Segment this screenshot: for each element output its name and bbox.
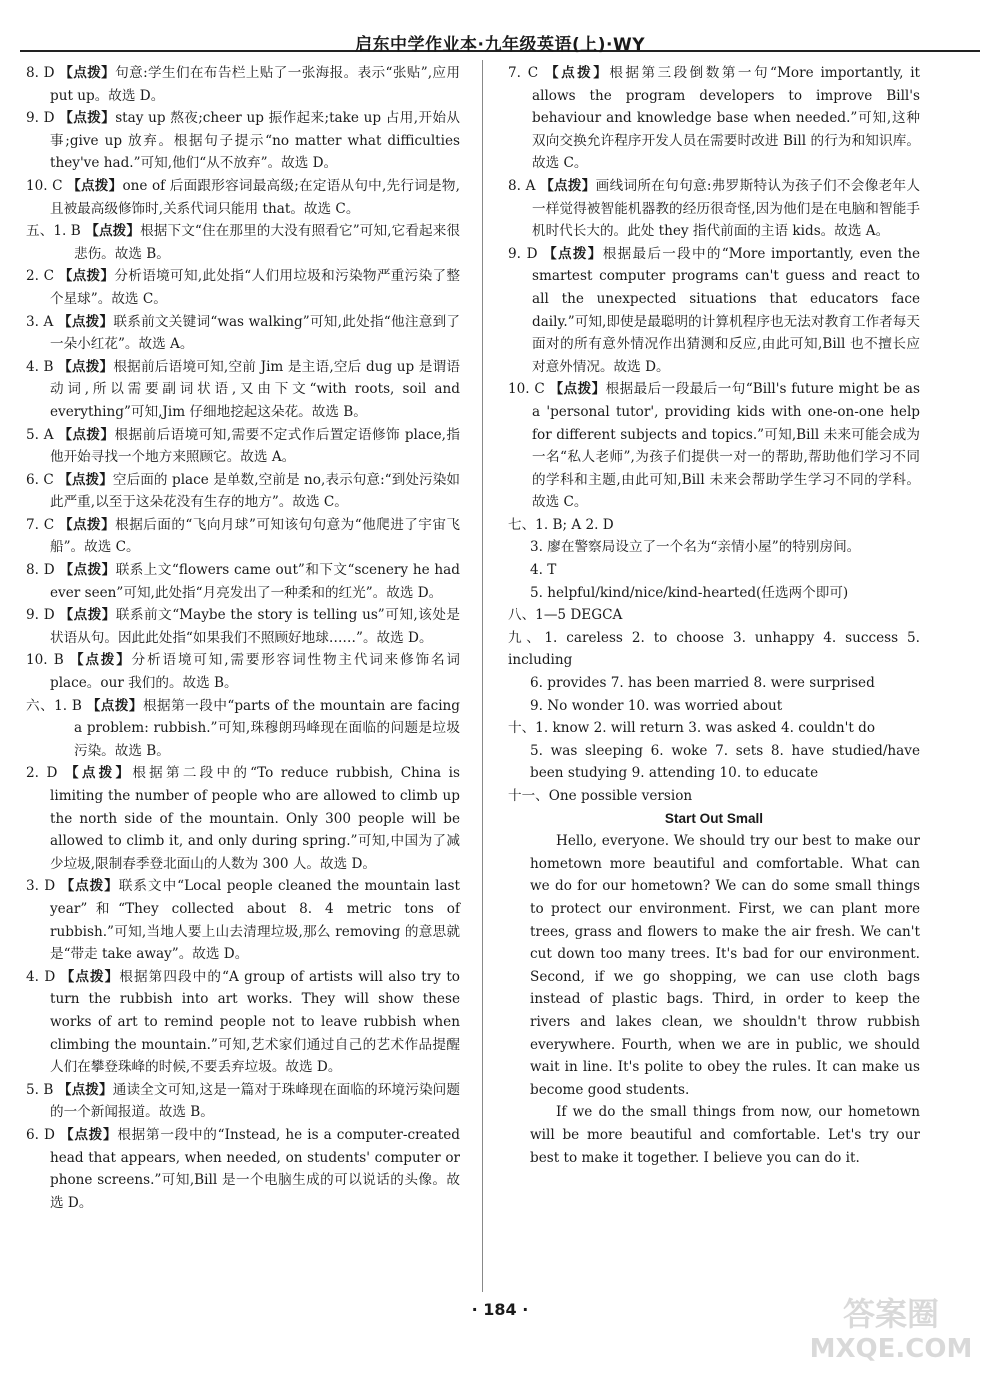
answer-number: 5. A [26, 426, 54, 443]
short-answer-line: 十一、One possible version [508, 788, 693, 804]
short-answer-line: 九、1. careless 2. to choose 3. unhappy 4. success 5. including [508, 629, 920, 669]
answer-explanation: 通读全文可知,这是一篇对于珠峰现在面临的环境污染问题的一个新闻报道。故选 B。 [50, 1081, 460, 1121]
answer-explanation: 根据下文“住在那里的大没有照看它”可知,它看起来很悲伤。故选 B。 [74, 223, 461, 262]
hint-tag: 【点拨】 [57, 313, 114, 330]
hint-tag: 【点拨】 [59, 562, 116, 579]
hint-tag: 【点拨】 [85, 223, 141, 240]
short-answer-line: 八、1—5 DEGCA [508, 607, 623, 624]
answer-number: 6. D [26, 1126, 55, 1143]
answer-number: 9. D [26, 607, 55, 624]
answer-item [26, 175, 460, 220]
hint-tag: 【点拨】 [86, 697, 143, 714]
answer-number: 10. B [26, 652, 64, 669]
answer-item [26, 265, 460, 310]
answer-item [26, 356, 460, 424]
answer-explanation: 分析语境可知,需要形容词性物主代词来修饰名词 place。our 我们的。故选 B。 [50, 652, 460, 692]
hint-tag: 【点拨】 [69, 652, 132, 669]
answer-item [26, 424, 460, 469]
short-answer-line: 七、1. B; A 2. D [508, 516, 614, 533]
hint-tag: 【点拨】 [58, 426, 115, 443]
essay-body [508, 830, 920, 1169]
hint-tag: 【点拨】 [60, 1126, 118, 1143]
answer-explanation: 根据第一段中的“Instead, he is a computer-created head that appears, when needed, on students' computer or phone screens.”可知,Bill 是一个电脑生成的可以说话的头像。故选 D。 [50, 1126, 460, 1211]
right-column [508, 62, 920, 1169]
answer-number: 4. D [26, 968, 56, 985]
right-answer-list [508, 62, 920, 514]
book-title: 启东中学作业本·九年级英语(上)·WY [354, 35, 646, 55]
answer-number: 5. B [26, 1081, 54, 1098]
answer-explanation: 根据最后一段中的“More importantly, even the smartest computer programs can't guess and react to all the unexpected situations that educators face daily.”可知,即使是最聪明的计算机程序也无法对教育工作者每天面对的所有意外情况作出猜测和反应,由此可知,Bill 也不擅长应对意外情况。故选 D。 [532, 245, 920, 375]
essay-paragraph: Hello, everyone. We should try our best to make our hometown more beautiful and comfortable. What can we do for our hometown? We can do some small things to protect our environment. First, we can plant more trees, grass and flowers to make the air fresh. We can't cut down too many trees. It's bad for our environment. Second, if we go shopping, we can use cloth bags instead of plastic bags. Third, in order to keep the rivers and lakes clean, we shouldn't throw rubbish everywhere. Fourth, when we are in public, we should wait in line. It's polite to obey the rules. It can make us become good students. [530, 833, 920, 1098]
short-answer-line: 十、1. know 2. will return 3. was asked 4. couldn't do [508, 720, 876, 737]
hint-tag: 【点拨】 [60, 968, 120, 985]
answer-item [26, 62, 460, 107]
answer-number: 2. C [26, 268, 55, 285]
answer-item [26, 559, 460, 604]
answer-item [508, 378, 920, 514]
short-answer-line: 4. T [530, 562, 557, 579]
answer-number: 6. C [26, 471, 54, 488]
short-answer-line: 5. was sleeping 6. woke 7. sets 8. have studied/have been studying 9. attending 10. to educate [530, 742, 920, 782]
answer-explanation: 画线词所在句句意:弗罗斯特认为孩子们不会像老年人一样觉得被智能机器教的经历很奇怪,因为他们是在电脑和智能手机时代长大的。此处 they 指代前面的主语 kids。故选 A。 [532, 177, 920, 240]
answer-explanation: 根据第二段中的“To reduce rubbish, China is limiting the number of people who are allowed to climb up the north side of the mountain. Only 300 people will be allowed to climb it, and only during spring.”可知,中国为了减少垃圾,限制春季登北面山的人数为 300 人。故选 D。 [50, 765, 460, 872]
answer-explanation: 联系前文关键词“was walking”可知,此处指“他注意到了一朵小红花”。故选 A。 [50, 313, 461, 353]
hint-tag: 【点拨】 [549, 381, 606, 398]
answer-number: 10. C [26, 177, 63, 194]
answer-number: 10. C [508, 381, 545, 398]
answer-item [508, 243, 920, 379]
answer-item [26, 604, 460, 649]
hint-tag: 【点拨】 [540, 177, 596, 194]
answer-item [26, 469, 460, 514]
answer-explanation: stay up 熬夜;cheer up 振作起来;take up 占用,开始从事;give up 放弃。根据句子提示“no matter what difficulties they've had.”可知,他们“从不放弃”。故选 D。 [50, 110, 460, 172]
answer-explanation: 分析语境可知,此处指“人们用垃圾和污染物严重污染了整个星球”。故选 C。 [50, 268, 461, 307]
hint-tag: 【点拨】 [543, 245, 603, 262]
answer-number: 7. C [26, 516, 55, 533]
page-header [20, 8, 980, 55]
answer-number: 9. D [508, 245, 538, 262]
hint-tag: 【点拨】 [59, 65, 116, 81]
answer-item [26, 649, 460, 694]
hint-tag: 【点拨】 [65, 765, 133, 782]
answer-item [508, 62, 920, 175]
hint-tag: 【点拨】 [58, 471, 113, 488]
hint-tag: 【点拨】 [57, 1081, 113, 1098]
answer-number: 9. D [26, 110, 55, 127]
answer-number: 3. A [26, 313, 54, 330]
answer-item [26, 107, 460, 175]
answer-item [26, 311, 460, 356]
page-number: · 184 · [471, 1300, 529, 1319]
answer-explanation: 联系文中“Local people cleaned the mountain last year”和“They collected about 8. 4 metric tons of rubbish.”可知,当地人要上山去清理垃圾,那么 removing 的意思就是“带走 take away”。故选 D。 [50, 878, 460, 963]
essay-paragraph: If we do the small things from now, our hometown will be more beautiful and comfortable. Let's try our best to make it together. I believe you can do it. [530, 1104, 920, 1166]
answer-explanation: 联系上文“flowers came out”和下文“scenery he had ever seen”可知,此处指“月亮发出了一种柔和的红光”。故选 D。 [50, 562, 460, 601]
short-answer-line: 9. No wonder 10. was worried about [530, 697, 783, 714]
answer-item [508, 175, 920, 243]
answer-number: 8. D [26, 65, 55, 81]
answer-number: 3. D [26, 878, 56, 895]
answer-explanation: 根据最后一段最后一句“Bill's future might be as a 'personal tutor', providing kids with one-on-one help for different subjects and topics.”可知,Bill 未来可能会成为一名“私人老师”,为孩子们提供一对一的帮助,帮助他们学习不同的学科和主题,由此可知,Bill 未来会帮助学生学习不同的学科。故选 C。 [532, 381, 921, 511]
answer-explanation: 根据前后语境可知,需要不定式作后置定语修饰 place,指他开始寻找一个地方来照顾它。故选 A。 [50, 426, 461, 466]
short-answer-list [508, 514, 920, 808]
essay-title: Start Out Small [664, 810, 764, 826]
left-column [26, 62, 460, 1214]
answer-item [26, 220, 460, 265]
short-answer-line: 3. 廖在警察局设立了一个名为“亲情小屋”的特别房间。 [530, 539, 861, 556]
hint-tag: 【点拨】 [59, 607, 116, 624]
short-answer-line: 5. helpful/kind/nice/kind-hearted(任选两个即可) [530, 584, 849, 601]
answer-item [26, 875, 460, 965]
column-divider [482, 60, 483, 1292]
answer-explanation: one of 后面跟形容词最高级;在定语从句中,先行词是物,且被最高级修饰时,关系代词只能用 that。故选 C。 [50, 177, 461, 217]
hint-tag: 【点拨】 [60, 878, 119, 895]
answer-number: 六、1. B [26, 697, 82, 714]
hint-tag: 【点拨】 [58, 358, 114, 375]
answer-explanation: 空后面的 place 是单数,空前是 no,表示句意:“到处污染如此严重,以至于这朵花没有生存的地方”。故选 C。 [50, 471, 460, 511]
short-answer-line: 6. provides 7. has been married 8. were surprised [530, 675, 875, 692]
answer-explanation: 根据第三段倒数第一句“More importantly, it allows the program developers to improve Bill's behaviour and knowledge base when needed.”可知,这种双向交换允许程序开发人员在需要时改进 Bill 的行为和知识库。故选 C。 [532, 65, 921, 172]
answer-item [26, 695, 460, 763]
hint-tag: 【点拨】 [58, 268, 115, 285]
hint-tag: 【点拨】 [67, 177, 123, 194]
answer-item [26, 762, 460, 875]
answer-item [26, 1124, 460, 1214]
answer-explanation: 联系前文“Maybe the story is telling us”可知,该处是状语从句。因此此处指“如果我们不照顾好地球……”。故选 D。 [50, 607, 461, 646]
answer-explanation: 根据后面的“飞向月球”可知该句句意为“他爬进了宇宙飞船”。故选 C。 [50, 516, 460, 556]
watermark-line1: 答案圈 [842, 1295, 940, 1333]
answer-explanation: 根据第一段中“parts of the mountain are facing a problem: rubbish.”可知,珠穆朗玛峰现在面临的问题是垃圾污染。故选 B。 [74, 697, 461, 759]
hint-tag: 【点拨】 [545, 65, 610, 81]
answer-explanation: 句意:学生们在布告栏上贴了一张海报。表示“张贴”,应用 put up。故选 D。 [50, 65, 460, 104]
answer-number: 8. D [26, 562, 55, 579]
answer-number: 2. D [26, 765, 58, 782]
answer-item [26, 966, 460, 1079]
answer-number: 8. A [508, 177, 536, 194]
hint-tag: 【点拨】 [59, 110, 116, 127]
answer-number: 4. B [26, 358, 54, 375]
hint-tag: 【点拨】 [58, 516, 116, 533]
answer-item [26, 1079, 460, 1124]
answer-explanation: 根据第四段中的“A group of artists will also try to turn the rubbish into art works. They will show these works of art to remind people not to leave rubbish when climbing the mountain.”可知,艺术家们通过自己的艺术作品提醒人们在攀登珠峰的时候,不要丢弃垃圾。故选 D。 [50, 968, 460, 1076]
answer-number: 7. C [508, 65, 539, 81]
answer-number: 五、1. B [26, 223, 81, 240]
watermark-logo [796, 1291, 986, 1363]
answer-item [26, 514, 460, 559]
answer-explanation: 根据前后语境可知,空前 Jim 是主语,空后 dug up 是谓语动词,所以需要副词状语,又由下文“with roots, soil and everything”可知,Jim 仔细地挖起这朵花。故选 B。 [50, 358, 460, 420]
watermark-line2: MXQE.COM [809, 1334, 973, 1363]
